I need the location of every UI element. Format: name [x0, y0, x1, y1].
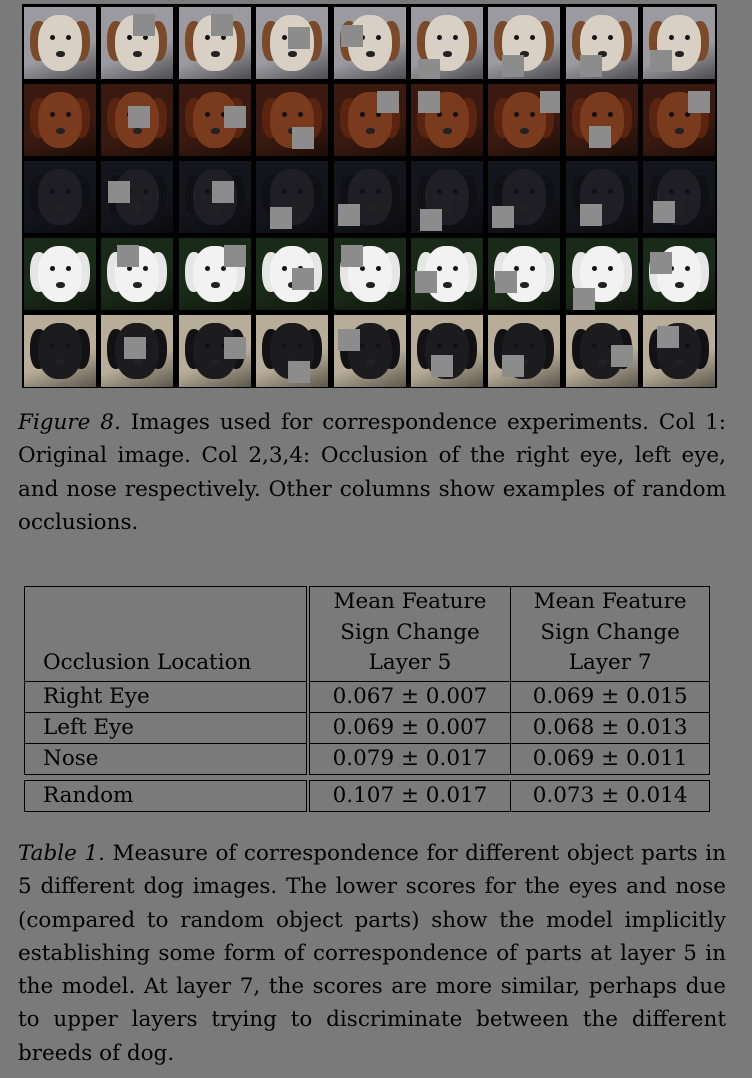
dog-image-r5-c4 — [256, 315, 328, 387]
occlusion-patch — [224, 337, 246, 359]
dog-image-r3-c5 — [334, 161, 406, 233]
occlusion-patch — [212, 181, 234, 203]
header-layer5-line1: Mean Feature — [333, 589, 487, 614]
dog-image-r2-c3 — [179, 84, 251, 156]
dog-image-r3-c4 — [256, 161, 328, 233]
dog-image-r2-c4 — [256, 84, 328, 156]
dog-nose — [211, 359, 220, 365]
dog-image-r2-c7 — [488, 84, 560, 156]
dog-eye — [453, 112, 458, 117]
dog-image-r1-c9 — [643, 7, 715, 79]
table-caption-text: Measure of correspondence for different object parts in 5 different dog images. The lower scores for the eyes and nose (compared to random object parts) show the model implicitly establishing some form of correspondence of parts at layer 5 in the model. At layer 7, the scores are more similar, perhaps due to upper layers trying to discriminate between the different breeds of dog. — [18, 841, 726, 1066]
dog-image-r1-c8 — [566, 7, 638, 79]
dog-eye — [66, 189, 71, 194]
dog-eye — [50, 189, 55, 194]
dog-eye — [437, 266, 442, 271]
dog-eye — [205, 35, 210, 40]
occlusion-patch — [341, 25, 363, 47]
table-caption — [18, 837, 726, 1070]
occlusion-patch — [502, 55, 524, 77]
occlusion-patch — [495, 271, 517, 293]
dog-image-r1-c5 — [334, 7, 406, 79]
dog-nose — [675, 359, 684, 365]
header-layer7-line2: Sign Change — [540, 619, 680, 645]
occlusion-patch — [580, 204, 602, 226]
dog-image-r3-c7 — [488, 161, 560, 233]
dog-nose — [56, 359, 65, 365]
dog-image-r3-c8 — [566, 161, 638, 233]
row-layer7: 0.073 ± 0.014 — [511, 780, 710, 811]
dog-head — [38, 169, 82, 225]
dog-nose — [56, 205, 65, 211]
dog-image-r5-c8 — [566, 315, 638, 387]
dog-eye — [376, 343, 381, 348]
dog-image-r4-c8 — [566, 238, 638, 310]
dog-nose — [288, 51, 297, 57]
dog-head — [38, 15, 82, 71]
dog-image-r2-c2 — [101, 84, 173, 156]
occlusion-patch — [420, 209, 442, 231]
header-occlusion-location: Occlusion Location — [25, 587, 308, 682]
table-header-row — [25, 587, 710, 682]
dog-image-r5-c5 — [334, 315, 406, 387]
table-row — [25, 681, 710, 712]
dog-image-r4-c5 — [334, 238, 406, 310]
dog-eye — [437, 343, 442, 348]
occlusion-patch — [124, 337, 146, 359]
dog-nose — [211, 128, 220, 134]
dog-nose — [211, 205, 220, 211]
dog-image-r3-c2 — [101, 161, 173, 233]
dog-eye — [50, 266, 55, 271]
dog-eye — [205, 112, 210, 117]
occlusion-patch — [540, 91, 560, 113]
dog-nose — [598, 282, 607, 288]
dog-nose — [56, 128, 65, 134]
dog-image-r3-c6 — [411, 161, 483, 233]
dog-image-r4-c7 — [488, 238, 560, 310]
figure-caption — [18, 406, 726, 539]
dog-image-r1-c3 — [179, 7, 251, 79]
dog-nose — [56, 282, 65, 288]
row-location: Left Eye — [25, 712, 308, 743]
dog-image-r5-c3 — [179, 315, 251, 387]
dog-eye — [592, 343, 597, 348]
dog-nose — [366, 359, 375, 365]
dog-nose — [675, 205, 684, 211]
occlusion-patch — [502, 355, 524, 377]
dog-image-r1-c1 — [24, 7, 96, 79]
header-layer5-line2: Sign Change — [340, 619, 480, 645]
dog-eye — [592, 189, 597, 194]
dog-eye — [66, 112, 71, 117]
dog-nose — [366, 205, 375, 211]
results-table — [24, 586, 710, 812]
dog-head — [38, 246, 82, 302]
occlusion-patch — [341, 245, 363, 267]
dog-image-r2-c9 — [643, 84, 715, 156]
occlusion-patch — [128, 106, 150, 128]
dog-eye — [376, 35, 381, 40]
dog-image-r2-c8 — [566, 84, 638, 156]
dog-image-r4-c2 — [101, 238, 173, 310]
dog-eye — [608, 266, 613, 271]
dog-eye — [453, 343, 458, 348]
row-layer5: 0.079 ± 0.017 — [308, 743, 511, 774]
dog-nose — [443, 51, 452, 57]
occlusion-patch — [224, 245, 246, 267]
dog-eye — [437, 189, 442, 194]
occlusion-patch — [589, 126, 611, 148]
occlusion-patch — [650, 252, 672, 274]
dog-image-r5-c1 — [24, 315, 96, 387]
dog-image-r2-c5 — [334, 84, 406, 156]
dog-eye — [592, 266, 597, 271]
dog-eye — [608, 35, 613, 40]
table-row — [25, 743, 710, 774]
occlusion-patch — [657, 326, 679, 348]
row-layer5: 0.107 ± 0.017 — [308, 780, 511, 811]
row-layer5: 0.069 ± 0.007 — [308, 712, 511, 743]
dog-image-grid — [22, 4, 717, 388]
occlusion-patch — [224, 106, 246, 128]
occlusion-patch — [415, 271, 437, 293]
dog-eye — [608, 112, 613, 117]
dog-image-r2-c1 — [24, 84, 96, 156]
dog-head — [38, 92, 82, 148]
dog-eye — [453, 35, 458, 40]
dog-nose — [675, 282, 684, 288]
dog-eye — [360, 343, 365, 348]
dog-eye — [453, 189, 458, 194]
row-layer7: 0.069 ± 0.015 — [511, 681, 710, 712]
table-row — [25, 712, 710, 743]
occlusion-patch — [338, 329, 360, 351]
dog-image-r3-c3 — [179, 161, 251, 233]
row-layer7: 0.068 ± 0.013 — [511, 712, 710, 743]
dog-eye — [360, 112, 365, 117]
dog-nose — [443, 205, 452, 211]
occlusion-patch — [653, 201, 675, 223]
dog-eye — [592, 112, 597, 117]
row-location: Right Eye — [25, 681, 308, 712]
dog-nose — [366, 128, 375, 134]
dog-image-r4-c1 — [24, 238, 96, 310]
header-layer5-line3: Layer 5 — [368, 650, 452, 675]
dog-eye — [66, 343, 71, 348]
figure-label: Figure 8. — [18, 410, 121, 435]
occlusion-patch — [292, 127, 314, 149]
dog-image-r4-c4 — [256, 238, 328, 310]
row-location: Random — [25, 780, 308, 811]
dog-image-r5-c2 — [101, 315, 173, 387]
occlusion-patch — [211, 14, 233, 36]
dog-image-r5-c6 — [411, 315, 483, 387]
occlusion-patch — [573, 288, 595, 310]
row-location: Nose — [25, 743, 308, 774]
row-layer5: 0.067 ± 0.007 — [308, 681, 511, 712]
occlusion-patch — [418, 91, 440, 113]
occlusion-patch — [338, 204, 360, 226]
dog-nose — [56, 51, 65, 57]
occlusion-patch — [580, 55, 602, 77]
occlusion-patch — [108, 181, 130, 203]
dog-eye — [50, 35, 55, 40]
dog-nose — [443, 128, 452, 134]
occlusion-patch — [133, 14, 155, 36]
dog-image-r3-c1 — [24, 161, 96, 233]
header-layer7-line3: Layer 7 — [568, 650, 652, 675]
dog-image-r1-c6 — [411, 7, 483, 79]
dog-nose — [675, 51, 684, 57]
occlusion-patch — [117, 245, 139, 267]
dog-eye — [205, 266, 210, 271]
dog-nose — [443, 282, 452, 288]
dog-image-r4-c3 — [179, 238, 251, 310]
dog-eye — [376, 266, 381, 271]
dog-image-r3-c9 — [643, 161, 715, 233]
occlusion-patch — [377, 91, 399, 113]
figure-caption-text: Images used for correspondence experiments. Col 1: Original image. Col 2,3,4: Occlusion of the right eye, left eye, and nose respectively. Other columns show examples of random occlusions. — [18, 410, 726, 535]
dog-eye — [453, 266, 458, 271]
dog-eye — [50, 112, 55, 117]
dog-eye — [66, 35, 71, 40]
dog-image-r4-c6 — [411, 238, 483, 310]
dog-nose — [675, 128, 684, 134]
dog-image-r1-c2 — [101, 7, 173, 79]
dog-eye — [66, 266, 71, 271]
occlusion-patch — [431, 355, 453, 377]
dog-eye — [608, 189, 613, 194]
dog-image-r1-c4 — [256, 7, 328, 79]
occlusion-patch — [418, 59, 440, 79]
dog-eye — [360, 189, 365, 194]
row-layer7: 0.069 ± 0.011 — [511, 743, 710, 774]
occlusion-patch — [288, 361, 310, 383]
header-layer7-line1: Mean Feature — [533, 589, 687, 614]
occlusion-patch — [688, 91, 710, 113]
dog-nose — [598, 359, 607, 365]
occlusion-patch — [650, 50, 672, 72]
occlusion-patch — [492, 206, 514, 228]
dog-image-r4-c9 — [643, 238, 715, 310]
dog-nose — [211, 51, 220, 57]
dog-image-r2-c6 — [411, 84, 483, 156]
dog-nose — [211, 282, 220, 288]
dog-eye — [437, 35, 442, 40]
occlusion-patch — [292, 268, 314, 290]
occlusion-patch — [611, 345, 633, 367]
dog-head — [38, 323, 82, 379]
occlusion-patch — [288, 27, 310, 49]
dog-eye — [50, 343, 55, 348]
dog-nose — [366, 51, 375, 57]
dog-image-r1-c7 — [488, 7, 560, 79]
dog-image-r5-c7 — [488, 315, 560, 387]
table-row-random — [25, 780, 710, 811]
dog-eye — [376, 189, 381, 194]
dog-eye — [205, 189, 210, 194]
dog-eye — [205, 343, 210, 348]
header-layer5 — [308, 587, 511, 682]
header-layer7 — [511, 587, 710, 682]
dog-image-r5-c9 — [643, 315, 715, 387]
dog-nose — [366, 282, 375, 288]
dog-eye — [592, 35, 597, 40]
table-label: Table 1. — [18, 841, 105, 866]
occlusion-patch — [270, 207, 292, 229]
